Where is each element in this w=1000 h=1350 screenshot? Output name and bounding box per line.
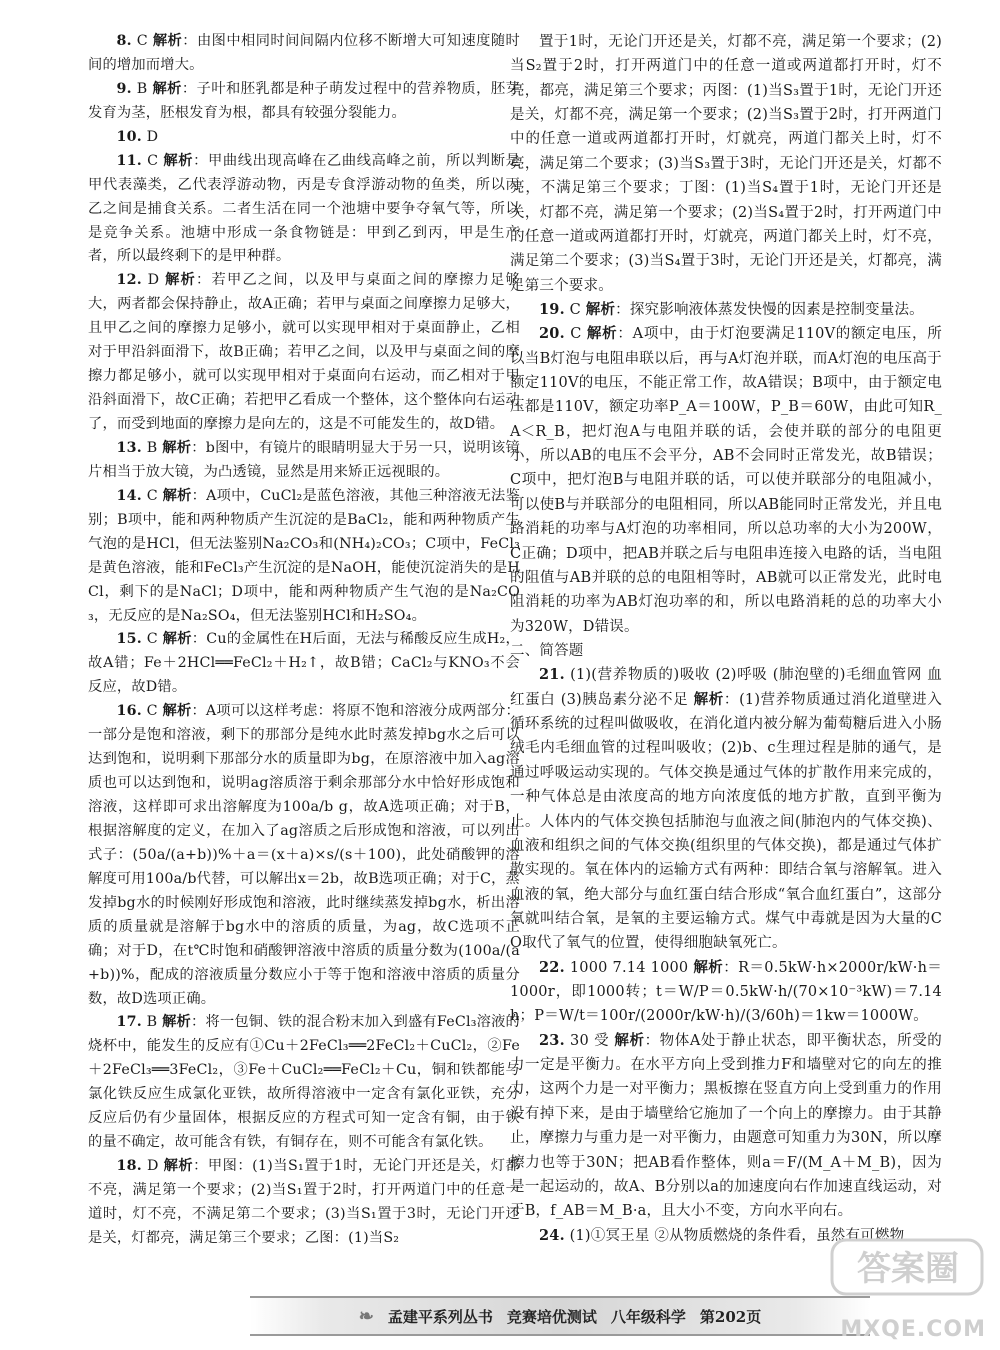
analysis-text: ：Cu的金属性在H后面，无法与稀酸反应生成H₂，故A错；Fe＋2HCl══FeCl₂＋H₂↑，故B错；CaCl₂与KNO₃不会反应，故D错。 <box>88 631 520 696</box>
question-number: 22. <box>539 958 565 976</box>
analysis-label: 解析 <box>152 80 182 97</box>
answer-paragraph <box>88 485 520 629</box>
answer-paragraph <box>510 956 942 1029</box>
question-number: 19. <box>539 300 565 318</box>
analysis-label: 解析 <box>162 703 192 720</box>
analysis-label: 解析 <box>162 631 192 648</box>
answer-paragraph <box>88 150 520 270</box>
answer-key: B <box>136 80 148 97</box>
analysis-label: 解析 <box>163 152 194 169</box>
page-footer <box>250 1296 870 1336</box>
answer-paragraph <box>88 1155 520 1251</box>
question-number: 17. <box>116 1014 142 1031</box>
question-number: 12. <box>116 272 142 289</box>
answer-paragraph <box>510 298 942 322</box>
analysis-text: 二、简答题 <box>510 642 584 659</box>
analysis-label: 解析 <box>586 325 618 343</box>
answer-key: B <box>146 439 158 456</box>
answer-key: D <box>146 1158 159 1175</box>
answer-key: C <box>146 631 158 648</box>
answer-key: C <box>147 152 159 169</box>
analysis-label: 解析 <box>152 33 183 49</box>
question-number: 13. <box>116 439 142 456</box>
watermark-url: MXQE.COM <box>840 1317 986 1342</box>
answer-paragraph <box>510 322 942 639</box>
answer-paragraph <box>88 269 520 437</box>
analysis-text: ②从物质燃烧的条件看，虽然有可燃物 <box>654 1227 905 1244</box>
watermark <box>822 1236 992 1346</box>
analysis-text: ：若甲乙之间，以及甲与桌面之间的摩擦力足够大，两者都会保持静止，故A正确；若甲与桌面之间摩擦力足够大，且甲乙之间的摩擦力足够小，就可以实现甲相对于桌面静止，乙相对于甲沿斜面滑下，故B正确；若甲乙之间，以及甲与桌面之间的摩擦力都足够小，就可以实现甲相对于桌面向右运动，而乙相对于甲沿斜面滑下，故C正确；若把甲乙看成一个整体，这个整体向右运动了，而受到地面的摩擦力是向左的，这是不可能发生的，故D错。 <box>88 272 521 432</box>
analysis-text: ：由图中相同时间间隔内位移不断增大可知速度随时间的增加而增大。 <box>88 33 520 73</box>
analysis-text: ：A项中，由于灯泡要满足110V的额定电压，所以当B灯泡与电阻串联以后，再与A灯泡并联，而A灯泡的电压高于额定110V的电压，不能正常工作，故A错误；B项中，由于额定电压都是110V，额定功率P_A＝100W，P_B＝60W，由此可知R_A＜R_B，把灯泡A与电阻并联的话，会使并联的部分的电阻更小，所以AB的电压不会平分，AB不会同时正常发光，故B错误；C项中，把灯泡B与电阻并联的话，可以使并联部分的电阻减小，可以使B与并联部分的电阻相同，所以AB能同时正常发光，并且电路消耗的功率与A灯泡的功率相同，所以总功率的大小为200W，C正确；D项中，把AB并联之后与电阻串连接入电路的话，当电阻的阻值与AB并联的总的电阻相等时，AB就可以正常发光，此时电阻消耗的功率为AB灯泡功率的和，所以电路消耗的总的功率大小为320W，D错误。 <box>510 326 942 635</box>
question-number: 14. <box>116 487 142 504</box>
right-column <box>510 30 942 1248</box>
answer-paragraph <box>510 663 942 955</box>
left-column <box>88 30 520 1251</box>
question-number: 8. <box>116 33 132 49</box>
answer-paragraph <box>510 1029 942 1224</box>
analysis-text: ：探究影响液体蒸发快慢的因素是控制变量法。 <box>615 301 924 318</box>
analysis-text: ：b图中，有镜片的眼睛明显大于另一只，说明该镜片相当于放大镜，为凸透镜，显然是用来矫正远视眼的。 <box>88 439 521 480</box>
analysis-text: ：子叶和胚乳都是种子萌发过程中的营养物质，胚芽发育为茎，胚根发育为根，都具有较强分裂能力。 <box>88 80 521 121</box>
question-number: 11. <box>116 152 142 169</box>
footer-series: 孟建平系列丛书 <box>387 1307 493 1326</box>
question-number: 24. <box>539 1226 565 1244</box>
answer-paragraph <box>88 30 520 78</box>
analysis-text: ：R＝0.5kW·h×2000r/kW·h＝1000r，即1000转；t＝W/P＝0.5kW·h/(70×10⁻³kW)＝7.14h；P＝W/t＝100r/(2000r/kW·h)/(3/60h)＝1kw＝1000W。 <box>510 959 943 1025</box>
section-heading <box>510 639 942 663</box>
analysis-label: 解析 <box>614 1031 645 1049</box>
answer-paragraph <box>88 126 520 150</box>
analysis-text: ：甲曲线出现高峰在乙曲线高峰之前，所以判断是甲代表藻类，乙代表浮游动物，丙是专食浮游动物的鱼类，所以丙乙之间是捕食关系。二者生活在同一个池塘中要争夺氧气等，所以是竞争关系。池塘中形成一条食物链是：甲到乙到丙，甲是生产者，所以最终剩下的是甲种群。 <box>88 152 521 265</box>
question-number: 16. <box>116 703 142 720</box>
watermark-logo-text: 答案圈 <box>857 1249 959 1289</box>
answer-key: (1)①冥王星 <box>569 1227 650 1244</box>
answer-key: D <box>146 128 159 145</box>
answer-key: C <box>569 301 581 318</box>
analysis-text: ：A项可以这样考虑：将原不饱和溶液分成两部分：一部分是饱和溶液，剩下的那部分是纯水此时蒸发掉bg水之后可以达到饱和，说明剩下那部分水的质量即为bg，在原溶液中加入ag溶质也可以达到饱和，说明ag溶质溶于剩余那部分水中恰好形成饱和溶液，这样即可求出溶解度为100a/b g，故A选项正确；对于B，根据溶解度的定义，在加入了ag溶质之后形成饱和溶液，可以列出式子：(50a/(a+b))%＋a＝(x＋a)×s/(s＋100)，此处硝酸钾的溶解度可用100a/b代替，可以解出x＝2b，故B选项正确；对于C，蒸发掉bg水的时候刚好形成饱和溶液，此时继续蒸发掉bg水，析出溶质的质量就是溶解于bg水中的溶质的质量，为ag，故C选项不正确；对于D，在t℃时饱和硝酸钾溶液中溶质的质量分数为(100a/(a+b))%，配成的溶液质量分数应小于等于饱和溶液中溶质的质量分数，故D选项正确。 <box>88 703 521 1007</box>
answer-paragraph <box>88 628 520 700</box>
footer-ornament-left: ❧ <box>358 1305 374 1327</box>
analysis-text: ：甲图：(1)当S₁置于1时，无论门开还是关，灯都不亮，满足第一个要求；(2)当S₁置于2时，打开两道门中的任意一道时，灯不亮，不满足第二个要求；(3)当S₁置于3时，无论门开还是关，灯都亮，满足第三个要求；乙图：(1)当S₂ <box>88 1158 521 1246</box>
question-number: 9. <box>116 80 132 97</box>
analysis-text: ：(1)营养物质通过消化道壁进入循环系统的过程叫做吸收，在消化道内被分解为葡萄糖后进入小肠绒毛内毛细血管的过程叫吸收；(2)b、c生理过程是肺的通气，是通过呼吸运动实现的。气体交换是通过气体的扩散作用来完成的，一种气体总是由浓度高的地方向浓度低的地方扩散，直到平衡为止。人体内的气体交换包括肺泡与血液之间(肺泡内的气体交换)、血液和组织之间的气体交换(组织里的气体交换)，都是通过气体扩散实现的。氧在体内的运输方式有两种：即结合氧与溶解氧。进入血液的氧，绝大部分与血红蛋白结合形成“氧合血红蛋白”，这部分氧就叫结合氧，是氧的主要运输方式。煤气中毒就是因为大量的CO取代了氧气的位置，使得细胞缺氧死亡。 <box>510 691 942 952</box>
answer-paragraph <box>88 700 520 1011</box>
question-number: 15. <box>116 631 142 648</box>
analysis-label: 解析 <box>163 1158 194 1175</box>
analysis-label: 解析 <box>162 439 192 456</box>
analysis-text: ：将一包铜、铁的混合粉末加入到盛有FeCl₃溶液的烧杯中，能发生的反应有①Cu＋2FeCl₃══2FeCl₂＋CuCl₂，②Fe＋2FeCl₃══3FeCl₂，③Fe＋CuCl₂══FeCl₂＋Cu，铜和铁都能与氯化铁反应生成氯化亚铁，故所得溶液中一定含有氯化亚铁，充分反应后仍有少量固体，根据反应的方程式可知一定含有铜，由于铁的量不确定，故可能含有铁，有铜存在，则不可能含有氯化铁。 <box>88 1014 521 1151</box>
answer-paragraph <box>88 437 520 485</box>
answer-paragraph <box>88 1011 520 1155</box>
answer-key: B <box>146 1014 158 1031</box>
analysis-label: 解析 <box>162 1014 192 1031</box>
footer-grade: 八年级科学 <box>610 1307 686 1326</box>
question-number: 10. <box>116 128 142 145</box>
question-number: 23. <box>539 1031 565 1049</box>
analysis-label: 解析 <box>585 300 616 318</box>
analysis-text: ：A项中，CuCl₂是蓝色溶液，其他三种溶液无法鉴别；B项中，能和两种物质产生沉淀的是BaCl₂，能和两种物质产生气泡的是HCl，但无法鉴别Na₂CO₃和(NH₄)₂CO₃；C项中，FeCl₃是黄色溶液，能和FeCl₃产生沉淀的是NaOH，能使沉淀消失的是HCl，剩下的是NaCl；D项中，能和两种物质产生气泡的是Na₂CO₃，无反应的是Na₂SO₄，但无法鉴别HCl和H₂SO₄。 <box>88 487 521 624</box>
answer-key: (1)(营养物质的)吸收 (2)呼吸 (肺泡壁的)毛细血管网 血红蛋白 (3)胰岛素分泌不足 <box>510 667 943 708</box>
answer-paragraph <box>88 78 520 126</box>
footer-page-number: 第202页 <box>699 1307 762 1326</box>
watermark-logo-icon <box>830 1236 986 1298</box>
analysis-label: 解析 <box>165 272 197 289</box>
answer-key: D <box>147 272 160 289</box>
analysis-label: 解析 <box>162 487 192 504</box>
question-number: 20. <box>539 325 565 343</box>
answer-key: C <box>146 487 158 504</box>
analysis-label: 解析 <box>693 958 724 976</box>
question-number: 21. <box>539 666 565 684</box>
analysis-text: ：物体A处于静止状态，即平衡状态，所受的力一定是平衡力。在水平方向上受到推力F和墙壁对它的向左的推力，这两个力是一对平衡力；黑板擦在竖直方向上受到重力的作用没有掉下来，是由于墙壁给它施加了一个向上的摩擦力。由于其静止，摩擦力与重力是一对平衡力，由题意可知重力为30N，所以摩擦力也等于30N；把AB看作整体，则a＝F/(M_A＋M_B)，因为是一起运动的，故A、B分别以a的加速度向右作加速直线运动，对于B，f_AB＝M_B·a，且大小不变，方向水平向右。 <box>510 1032 942 1220</box>
answer-key: C <box>146 703 158 720</box>
answer-key: 30 受 <box>570 1032 610 1049</box>
analysis-text: 置于1时，无论门开还是关，灯都不亮，满足第一个要求；(2)当S₂置于2时，打开两道门中的任意一道或两道都打开时，灯不亮，都亮，满足第三个要求；丙图：(1)当S₃置于1时，无论门开还是关，灯都不亮，满足第一个要求；(2)当S₃置于2时，打开两道门中的任意一道或两道都打开时，灯就亮，两道门都关上时，灯不亮，满足第二个要求；(3)当S₃置于3时，无论门开还是关，灯都不亮，不满足第三个要求；丁图：(1)当S₄置于1时，无论门开还是关，灯都不亮，满足第一个要求；(2)当S₄置于2时，打开两道门中的任意一道或两道都打开时，灯就亮，两道门都关上时，灯不亮，满足第二个要求；(3)当S₄置于3时，无论门开还是关，灯都亮，满足第三个要求。 <box>510 34 942 294</box>
footer-book: 竞赛培优测试 <box>506 1307 597 1326</box>
answer-paragraph <box>510 30 942 298</box>
analysis-label: 解析 <box>693 690 724 708</box>
answer-key: 1000 7.14 1000 <box>569 959 689 976</box>
answer-key: C <box>136 33 148 49</box>
question-number: 18. <box>116 1158 142 1175</box>
answer-key: C <box>570 326 582 343</box>
